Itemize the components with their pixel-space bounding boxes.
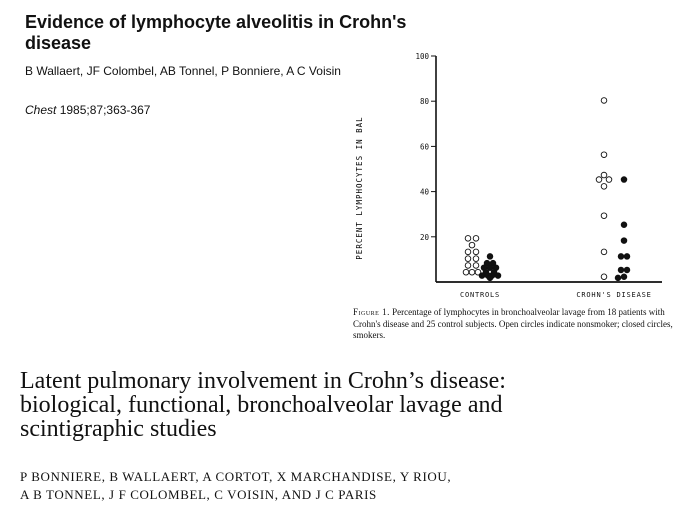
nonsmoker-point — [473, 263, 479, 269]
nonsmoker-point — [601, 184, 607, 190]
smoker-point — [487, 275, 493, 281]
nonsmoker-point — [473, 256, 479, 262]
figure-caption-text: Percentage of lymphocytes in bronchoalveolar lavage from 18 patients with Crohn's disease and 25 control subjects. Open circles indicate nonsmoker; closed circles, smokers. — [353, 307, 673, 340]
figure-caption — [353, 307, 683, 342]
smoker-point — [621, 177, 627, 183]
smoker-point — [624, 254, 630, 260]
category-label: CONTROLS — [459, 291, 501, 299]
paper2-authors-line: P BONNIERE, B WALLAERT, A CORTOT, X MARCHANDISE, Y RIOU, — [20, 469, 452, 484]
nonsmoker-point — [463, 269, 469, 275]
paper1-authors: B Wallaert, JF Colombel, AB Tonnel, P Bonniere, A C Voisin — [25, 64, 341, 78]
paper1-title: Evidence of lymphocyte alveolitis in Crohn's disease — [25, 12, 407, 53]
y-tick-label: 100 — [415, 52, 429, 61]
nonsmoker-point — [601, 172, 607, 178]
nonsmoker-point — [601, 274, 607, 280]
smoker-point — [487, 254, 493, 260]
lymphocyte-scatter-chart — [350, 46, 685, 306]
nonsmoker-point — [473, 236, 479, 242]
nonsmoker-point — [606, 177, 612, 183]
nonsmoker-point — [465, 236, 471, 242]
nonsmoker-point — [601, 213, 607, 219]
paper2-authors-line: A B TONNEL, J F COLOMBEL, C VOISIN, AND J C PARIS — [20, 487, 377, 502]
nonsmoker-point — [469, 242, 475, 248]
chart-axes — [436, 56, 662, 282]
nonsmoker-point — [465, 249, 471, 255]
category-labels — [460, 291, 652, 299]
category-label: CROHN'S DISEASE — [576, 291, 652, 299]
smoker-point — [495, 273, 501, 279]
nonsmoker-point — [465, 256, 471, 262]
y-axis-label: PERCENT LYMPHOCYTES IN BAL — [355, 116, 364, 260]
y-tick-label: 20 — [419, 232, 429, 242]
paper2-title — [20, 369, 680, 441]
smoker-point — [615, 275, 621, 281]
nonsmoker-point — [465, 263, 471, 269]
smoker-point — [624, 267, 630, 273]
smoker-point — [479, 273, 485, 279]
paper1-ref: 1985;87;363-367 — [56, 103, 151, 117]
paper1-journal: Chest — [25, 103, 57, 117]
paper2-authors — [20, 468, 680, 504]
figure-label: Figure 1. — [353, 307, 390, 317]
nonsmoker-point — [473, 249, 479, 255]
smoker-point — [621, 274, 627, 280]
y-ticks — [415, 52, 436, 242]
nonsmoker-point — [469, 269, 475, 275]
y-tick-label: 40 — [419, 187, 429, 197]
chart-points — [463, 98, 630, 281]
y-tick-label: 60 — [419, 142, 429, 152]
paper1-citation — [25, 103, 150, 117]
paper2-title-line: Latent pulmonary involvement in Crohn’s disease: — [20, 368, 506, 394]
nonsmoker-point — [601, 249, 607, 255]
nonsmoker-point — [596, 177, 602, 183]
smoker-point — [487, 265, 493, 271]
paper2-title-line: biological, functional, bronchoalveolar lavage and — [20, 392, 503, 418]
smoker-point — [621, 222, 627, 228]
nonsmoker-point — [601, 152, 607, 158]
smoker-point — [621, 238, 627, 244]
nonsmoker-point — [601, 98, 607, 104]
smoker-point — [618, 254, 624, 260]
smoker-point — [618, 267, 624, 273]
y-tick-label: 80 — [419, 97, 429, 107]
paper2-title-line: scintigraphic studies — [20, 416, 217, 442]
